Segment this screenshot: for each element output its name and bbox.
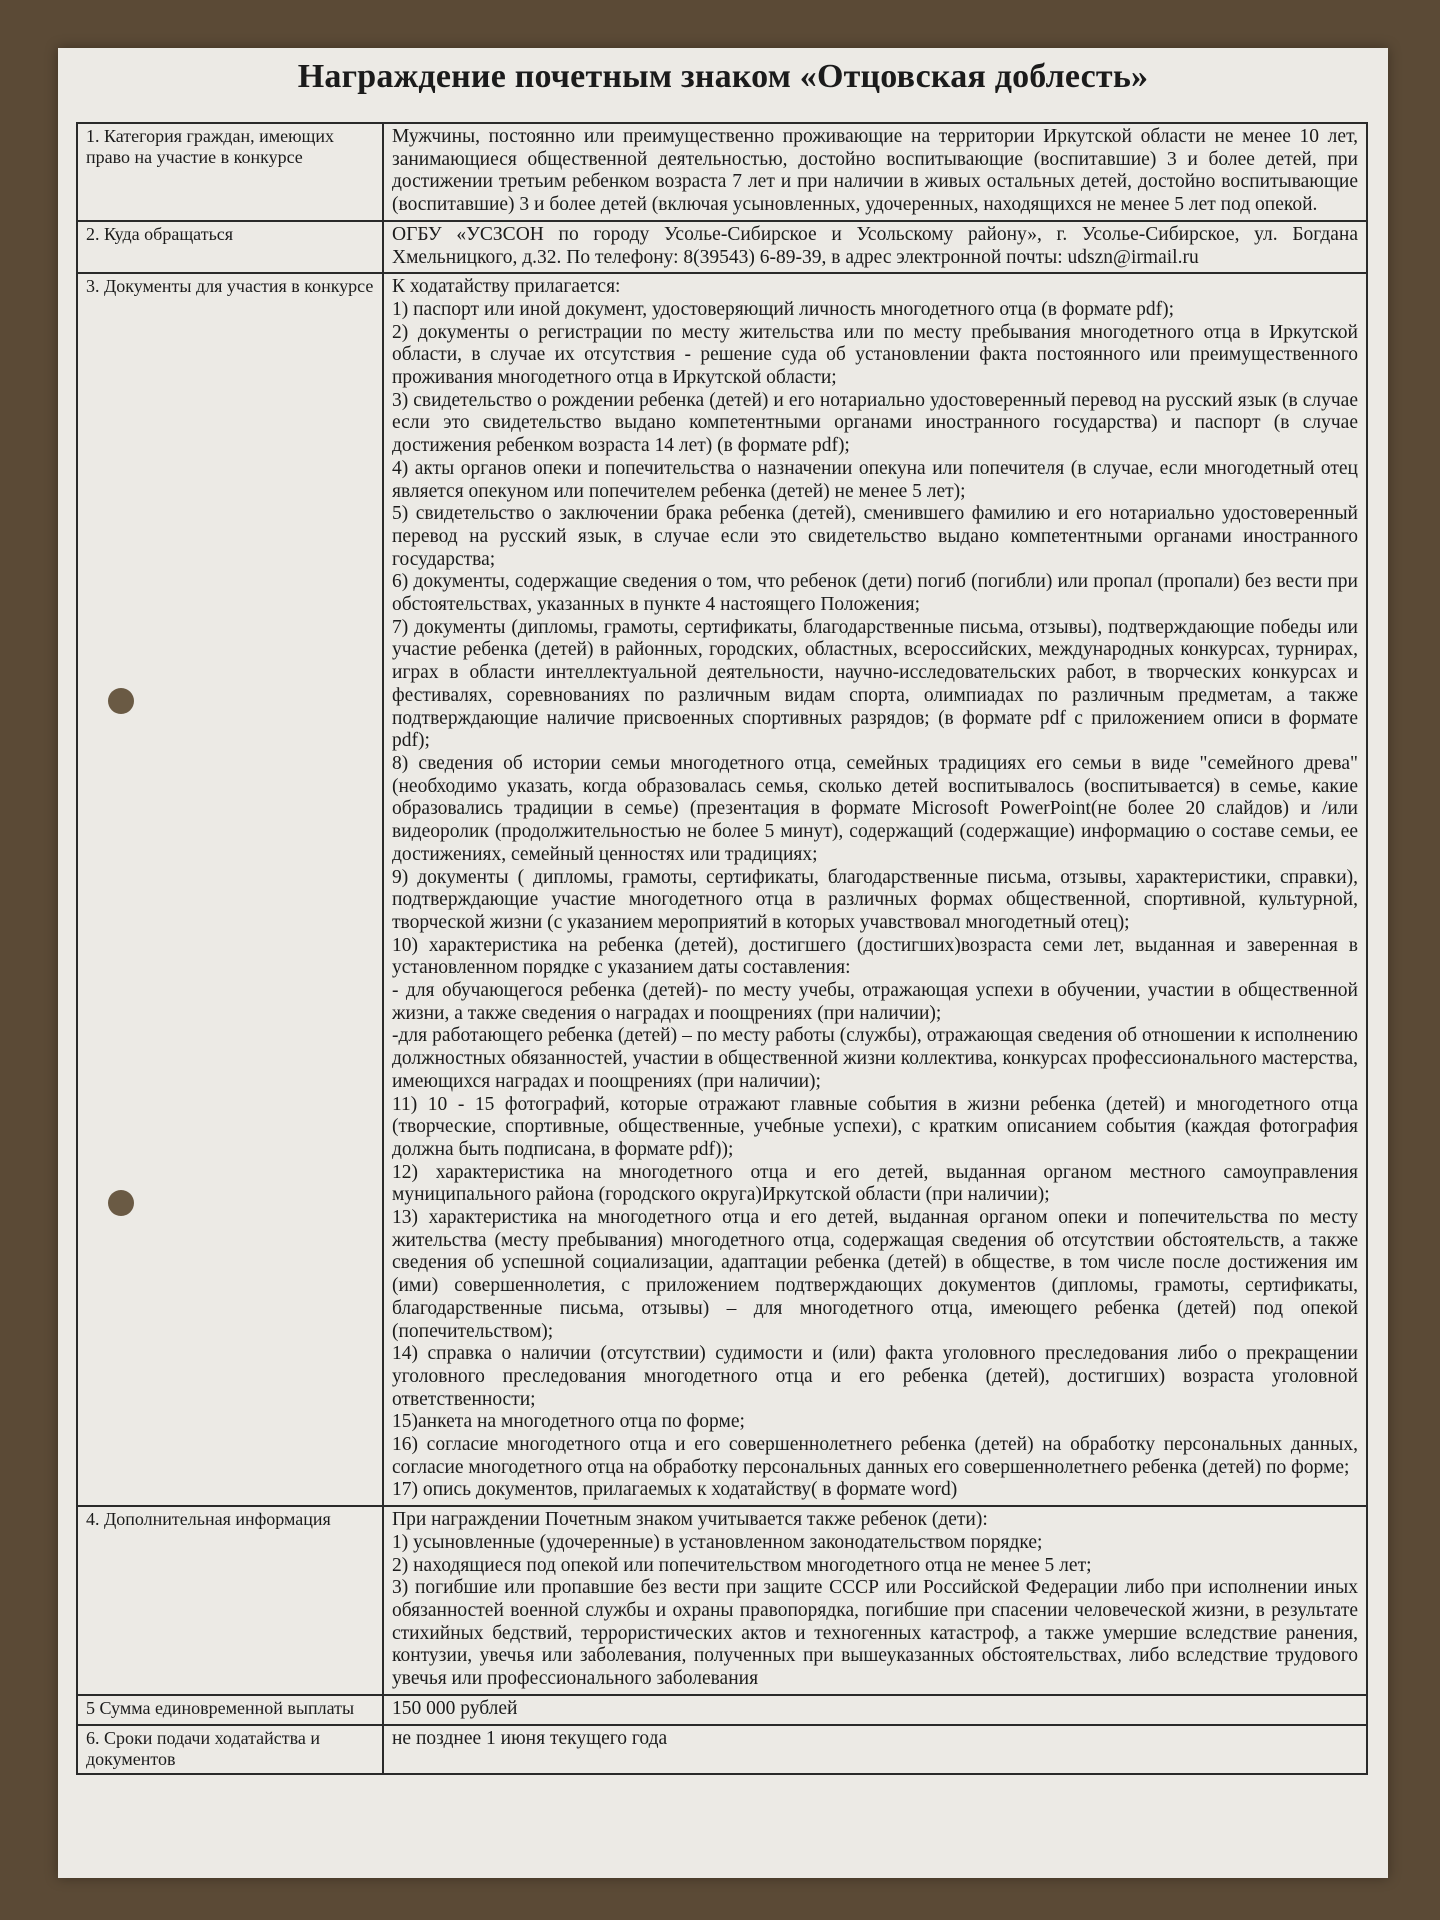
table-row-additional-info bbox=[77, 1506, 1367, 1695]
list-item: 12) характеристика на многодетного отца и его детей, выданная органом местного самоуправления муниципального района (городского округа)Иркутской области (при наличии); bbox=[392, 1161, 1358, 1206]
row-text: не позднее 1 июня текущего года bbox=[383, 1725, 1367, 1774]
list-item: 6) документы, содержащие сведения о том, что ребенок (дети) погиб (погибли) или пропал (пропали) без вести при обстоятельствах, указанных в пункте 4 настоящего Положения; bbox=[392, 571, 1358, 616]
table-row-documents bbox=[77, 273, 1367, 1506]
list-item: 5) свидетельство о заключении брака ребенка (детей), сменившего фамилию и его нотариально удостоверенный перевод на русский язык, в случае если это свидетельство выдано компетентными органами иностранного государства; bbox=[392, 503, 1358, 570]
row-label: 3. Документы для участия в конкурсе bbox=[77, 273, 383, 1506]
list-item: 3) погибшие или пропавшие без вести при защите СССР или Российской Федерации либо при исполнении иных обязанностей военной службы и охраны правопорядка, погибшие при спасении человеческой жизни, в результате стихийных бедствий, террористических актов и техногенных катастроф, а также умершие вследствие ранения, контузии, увечья или заболевания, полученных при вышеуказанных обстоятельствах, либо вследствие трудового увечья или профессионального заболевания bbox=[392, 1577, 1358, 1690]
list-item: 3) свидетельство о рождении ребенка (детей) и его нотариально удостоверенный перевод на русский язык (в случае если это свидетельство выдано компетентными органами иностранного государства) и паспорт (в случае достижения ребенком возраста 14 лет) (в формате pdf); bbox=[392, 389, 1358, 457]
row-text bbox=[383, 273, 1367, 1506]
list-item: 16) согласие многодетного отца и его совершеннолетнего ребенка (детей) на обработку персональных данных, согласие многодетного отца на обработку персональных данных его совершеннолетнего ребенка (детей) по форме; bbox=[392, 1434, 1358, 1478]
list-item: 8) сведения об истории семьи многодетного отца, семейных традициях его семьи в виде "семейного древа" (необходимо указать, когда образовалась семья, сколько детей воспитывалось (воспитывается) в семье, какие образовались традиции в семье) (презентация в формате Microsoft PowerPoint(не более 20 слайдов) и /или видеоролик (продолжительностью не более 5 минут), содержащий (содержащие) информацию о составе семьи, ее достижениях, семейный ценностях или традициях; bbox=[392, 752, 1358, 865]
row-text: 150 000 рублей bbox=[383, 1695, 1367, 1725]
list-item: К ходатайству прилагается: bbox=[392, 276, 621, 298]
table-row-category bbox=[77, 123, 1367, 221]
table-row-contact bbox=[77, 221, 1367, 273]
table-row-payment-amount bbox=[77, 1695, 1367, 1725]
list-item: 1) усыновленные (удочеренные) в установленном законодательством порядке; bbox=[392, 1531, 1043, 1553]
row-label: 2. Куда обращаться bbox=[77, 221, 383, 273]
row-label: 4. Дополнительная информация bbox=[77, 1506, 383, 1695]
list-item: 2) находящиеся под опекой или попечительством многодетного отца не менее 5 лет; bbox=[392, 1554, 1092, 1576]
list-item: 11) 10 - 15 фотографий, которые отражают главные события в жизни ребенка (детей) и многодетного отца (творческие, спортивные, общественные, учебные успехи), с кратким описанием события (каждая фотография должна быть подписана, в формате pdf)); bbox=[392, 1093, 1358, 1160]
table-row-deadline bbox=[77, 1725, 1367, 1774]
list-item: 2) документы о регистрации по месту жительства или по месту пребывания многодетного отца в Иркутской области, в случае их отсутствия - решение суда об установлении факта постоянного или преимущественного проживания многодетного отца в Иркутской области; bbox=[392, 321, 1358, 389]
list-item: 7) документы (дипломы, грамоты, сертификаты, благодарственные письма, отзывы), подтверждающие победы или участие ребенка (детей) в районных, городских, областных, всероссийских, международных конкурсах, турнирах, играх в области интеллектуальной деятельности, научно-исследовательских работ, в творческих конкурсах и фестивалях, соревнованиях по различным видам спорта, олимпиадах по различным предметам, а также подтверждающие наличие присвоенных спортивных разрядов; (в формате pdf с приложением описи в формате pdf); bbox=[392, 616, 1358, 752]
list-item: 10) характеристика на ребенка (детей), достигшего (достигших)возраста семи лет, выданная и заверенная в установленном порядке с указанием даты составления: bbox=[392, 934, 1358, 979]
row-text bbox=[383, 1506, 1367, 1695]
row-text: Мужчины, постоянно или преимущественно проживающие на территории Иркутской области не менее 10 лет, занимающиеся общественной деятельностью, достойно воспитывающие (воспитавшие) 3 и более детей, при достижении третьим ребенком возраста 7 лет и при наличии в живых остальных детей, достойно воспитывающие (воспитавшие) 3 и более детей (включая усыновленных, удочеренных, находящихся не менее 5 лет под опекой. bbox=[383, 123, 1367, 221]
list-item: -для работающего ребенка (детей) – по месту работы (службы), отражающая сведения об отношении к исполнению должностных обязанностей, участии в общественной жизни коллектива, конкурсах профессионального мастерства, имеющихся наградах и поощрениях (при наличии); bbox=[392, 1025, 1358, 1092]
row-label: 5 Сумма единовременной выплаты bbox=[77, 1695, 383, 1725]
row-text: ОГБУ «УСЗСОН по городу Усолье-Сибирское и Усольскому району», г. Усолье-Сибирское, ул. Богдана Хмельницкого, д.32. По телефону: 8(39543) 6-89-39, в адрес электронной почты: udszn@irmail.ru bbox=[383, 221, 1367, 273]
document-page bbox=[58, 48, 1388, 1878]
row-label: 6. Сроки подачи ходатайства и документов bbox=[77, 1725, 383, 1774]
list-item: - для обучающегося ребенка (детей)- по месту учебы, отражающая успехи в обучении, участии в общественной жизни, а также сведения о наградах и поощрениях (при наличии); bbox=[392, 980, 1358, 1024]
list-item: 15)анкета на многодетного отца по форме; bbox=[392, 1411, 745, 1433]
document-title: Награждение почетным знаком «Отцовская доблесть» bbox=[297, 58, 1149, 95]
row-label: 1. Категория граждан, имеющих право на участие в конкурсе bbox=[77, 123, 383, 221]
list-item: 13) характеристика на многодетного отца и его детей, выданная органом опеки и попечительства по месту жительства (месту пребывания) многодетного отца, содержащая сведения об отсутствии обстоятельств, а также сведения об успешной социализации, адаптации ребенка (детей) в обществе, в том числе после достижения им (ими) совершеннолетия, с приложением подтверждающих документов (дипломы, грамоты, сертификаты, благодарственные письма, отзывы) – для многодетного отца, имеющего ребенка (детей) под опекой (попечительством); bbox=[392, 1207, 1358, 1342]
info-table bbox=[76, 122, 1368, 1775]
list-item: При награждении Почетным знаком учитывается также ребенок (дети): bbox=[392, 1509, 988, 1531]
list-item: 9) документы ( дипломы, грамоты, сертификаты, благодарственные письма, отзывы, характеристики, справки), подтверждающие участие многодетного отца в различных формах общественной, спортивной, культурной, творческой жизни (с указанием мероприятий в которых учавствовал многодетный отец); bbox=[392, 866, 1358, 933]
list-item: 4) акты органов опеки и попечительства о назначении опекуна или попечителя (в случае, если многодетный отец является опекуном или попечителем ребенка (детей) не менее 5 лет); bbox=[392, 457, 1358, 502]
list-item: 17) опись документов, прилагаемых к ходатайству( в формате word) bbox=[392, 1479, 958, 1501]
list-item: 14) справка о наличии (отсутствии) судимости и (или) факта уголовного преследования либо о прекращении уголовного преследования многодетного отца и его ребенка (детей), достигших) возраста уголовной ответственности; bbox=[392, 1343, 1358, 1410]
list-item: 1) паспорт или иной документ, удостоверяющий личность многодетного отца (в формате pdf); bbox=[392, 298, 1175, 320]
